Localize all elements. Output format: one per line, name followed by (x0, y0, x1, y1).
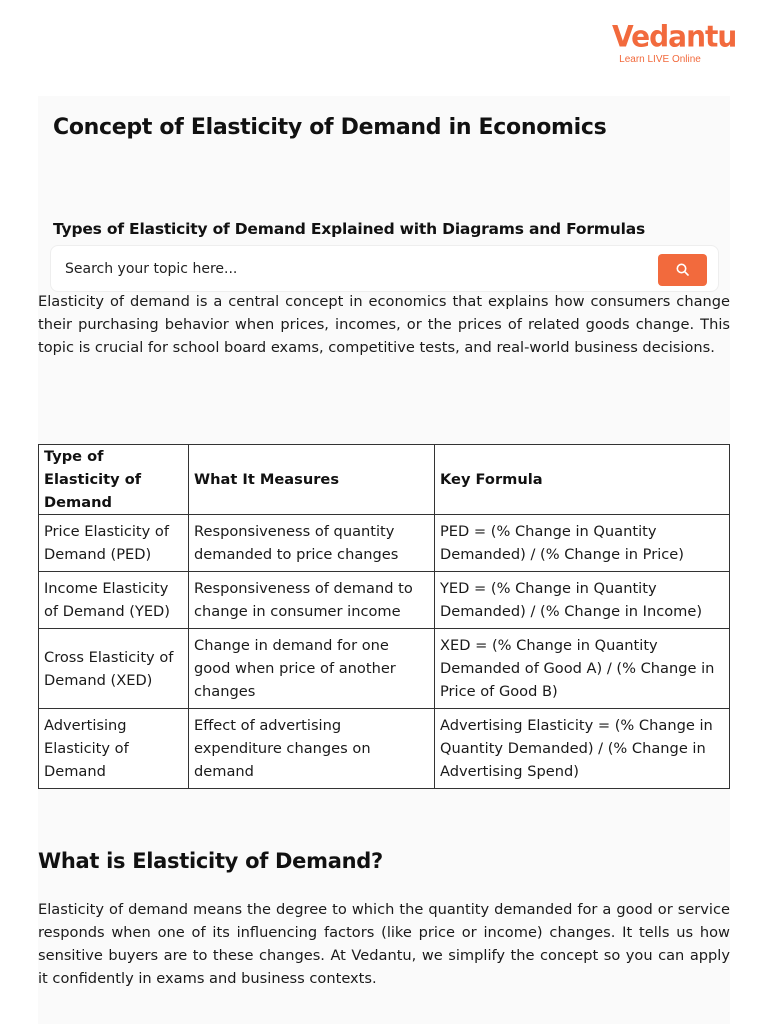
page-subtitle: Types of Elasticity of Demand Explained with Diagrams and Formulas (53, 220, 645, 238)
vedantu-logo[interactable] (612, 19, 737, 74)
elasticity-types-table (38, 444, 730, 789)
table-cell: Advertising Elasticity = (% Change in Quantity Demanded) / (% Change in Advertising Spend) (435, 709, 730, 789)
search-input[interactable] (65, 246, 645, 291)
logo-wordmark: Vedantu (612, 19, 737, 54)
table-row (39, 709, 730, 789)
table-header-cell: Key Formula (435, 445, 730, 515)
search-icon (676, 263, 689, 276)
table-row (39, 515, 730, 572)
search-bar (50, 245, 719, 292)
table-row (39, 629, 730, 709)
table-row (39, 572, 730, 629)
page-title: Concept of Elasticity of Demand in Economics (53, 115, 607, 140)
table-cell: Advertising Elasticity of Demand (39, 709, 189, 789)
table-cell: Price Elasticity of Demand (PED) (39, 515, 189, 572)
table-cell: XED = (% Change in Quantity Demanded of Good A) / (% Change in Price of Good B) (435, 629, 730, 709)
section-heading: What is Elasticity of Demand? (38, 849, 383, 873)
table-header-row (39, 445, 730, 515)
table-cell: Responsiveness of demand to change in consumer income (189, 572, 435, 629)
table-cell: PED = (% Change in Quantity Demanded) / (% Change in Price) (435, 515, 730, 572)
table-header-cell: Type of Elasticity of Demand (39, 445, 189, 515)
intro-paragraph: Elasticity of demand is a central concept in economics that explains how consumers change their purchasing behavior when prices, incomes, or the prices of related goods change. This topic is crucial for school board exams, competitive tests, and real-world business decisions. (38, 293, 730, 356)
table-cell: YED = (% Change in Quantity Demanded) / (% Change in Income) (435, 572, 730, 629)
table-cell: Change in demand for one good when price of another changes (189, 629, 435, 709)
table-cell: Cross Elasticity of Demand (XED) (39, 629, 189, 709)
logo-tagline: Learn LIVE Online (619, 54, 701, 65)
section-paragraph: Elasticity of demand means the degree to which the quantity demanded for a good or service responds when one of its influencing factors (like price or income) changes. It tells us how sensitive buyers are to these changes. At Vedantu, we simplify the concept so you can apply it confidently in exams and business contexts. (38, 901, 730, 987)
table-cell: Income Elasticity of Demand (YED) (39, 572, 189, 629)
table-cell: Effect of advertising expenditure changes on demand (189, 709, 435, 789)
search-button[interactable] (658, 254, 707, 286)
table-cell: Responsiveness of quantity demanded to price changes (189, 515, 435, 572)
table-header-cell: What It Measures (189, 445, 435, 515)
